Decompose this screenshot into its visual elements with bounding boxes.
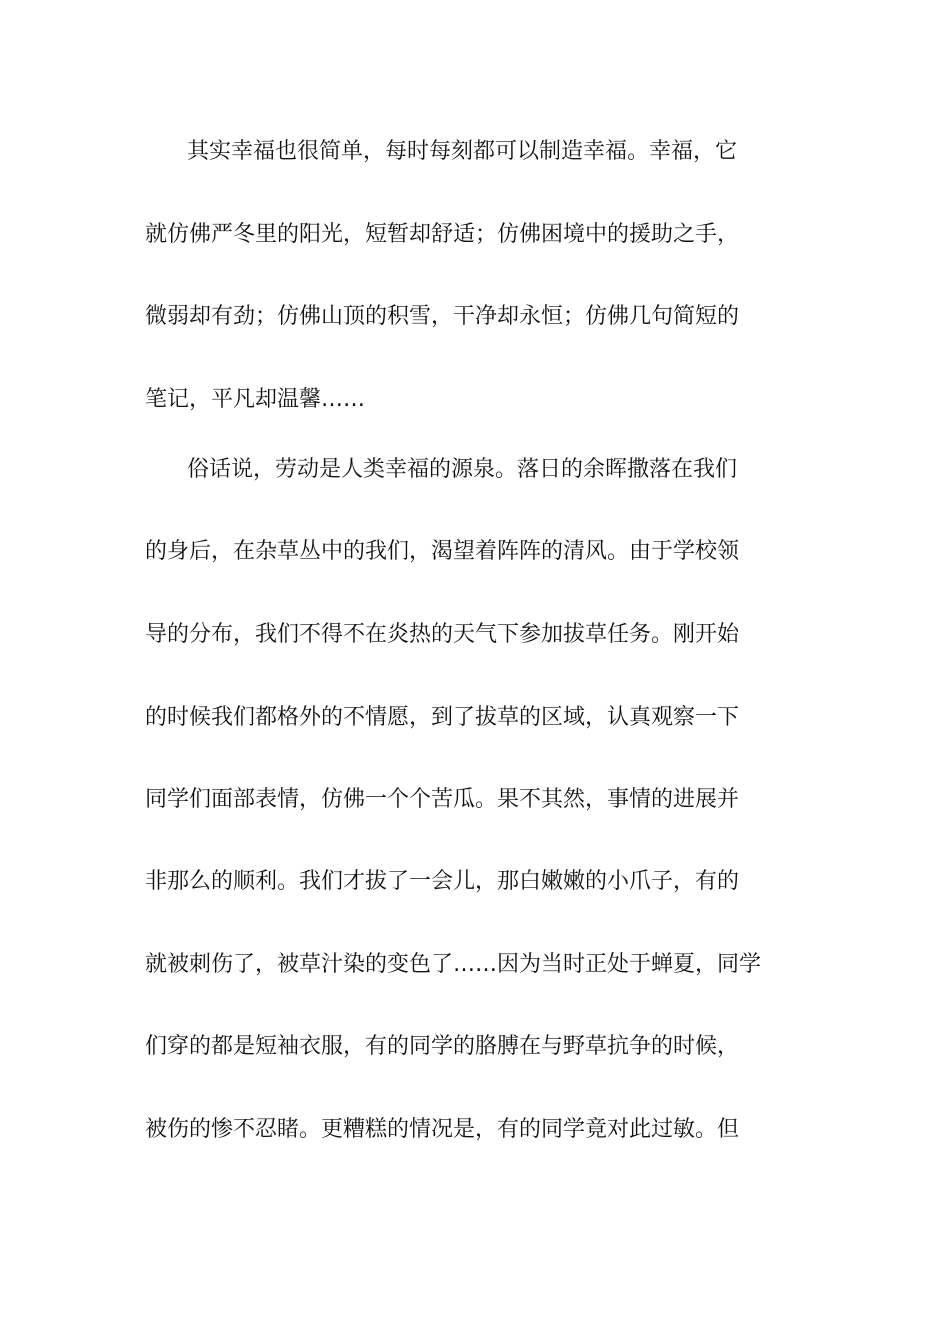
paragraph-2-line-1: 俗话说，劳动是人类幸福的源泉。落日的余晖撒落在我们 [187,457,738,482]
paragraph-2-line-7: 就被刺伤了，被草汁染的变色了……因为当时正处于蝉夏，同学 [145,952,762,977]
paragraph-2-line-6: 非那么的顺利。我们才拔了一会儿，那白嫩嫩的小爪子，有的 [145,869,740,894]
paragraph-2-line-5: 同学们面部表情，仿佛一个个苦瓜。果不其然，事情的进展并 [145,787,740,812]
paragraph-2-line-8: 们穿的都是短袖衣服，有的同学的胳膊在与野草抗争的时候， [145,1034,740,1059]
paragraph-2-line-4: 的时候我们都格外的不情愿，到了拔草的区域，认真观察一下 [145,705,740,730]
paragraph-1-line-1: 其实幸福也很简单，每时每刻都可以制造幸福。幸福，它 [187,139,738,164]
paragraph-2-line-9: 被伤的惨不忍睹。更糟糕的情况是，有的同学竟对此过敏。但 [145,1117,740,1142]
paragraph-2-line-2: 的身后，在杂草丛中的我们，渴望着阵阵的清风。由于学校领 [145,539,740,564]
paragraph-1-line-3: 微弱却有劲；仿佛山顶的积雪，干净却永恒；仿佛几句简短的 [145,304,740,329]
paragraph-1-line-2: 就仿佛严冬里的阳光，短暂却舒适；仿佛困境中的援助之手， [145,222,740,247]
paragraph-2-line-3: 导的分布，我们不得不在炎热的天气下参加拔草任务。刚开始 [145,622,740,647]
paragraph-1-line-4: 笔记，平凡却温馨…… [145,387,366,412]
